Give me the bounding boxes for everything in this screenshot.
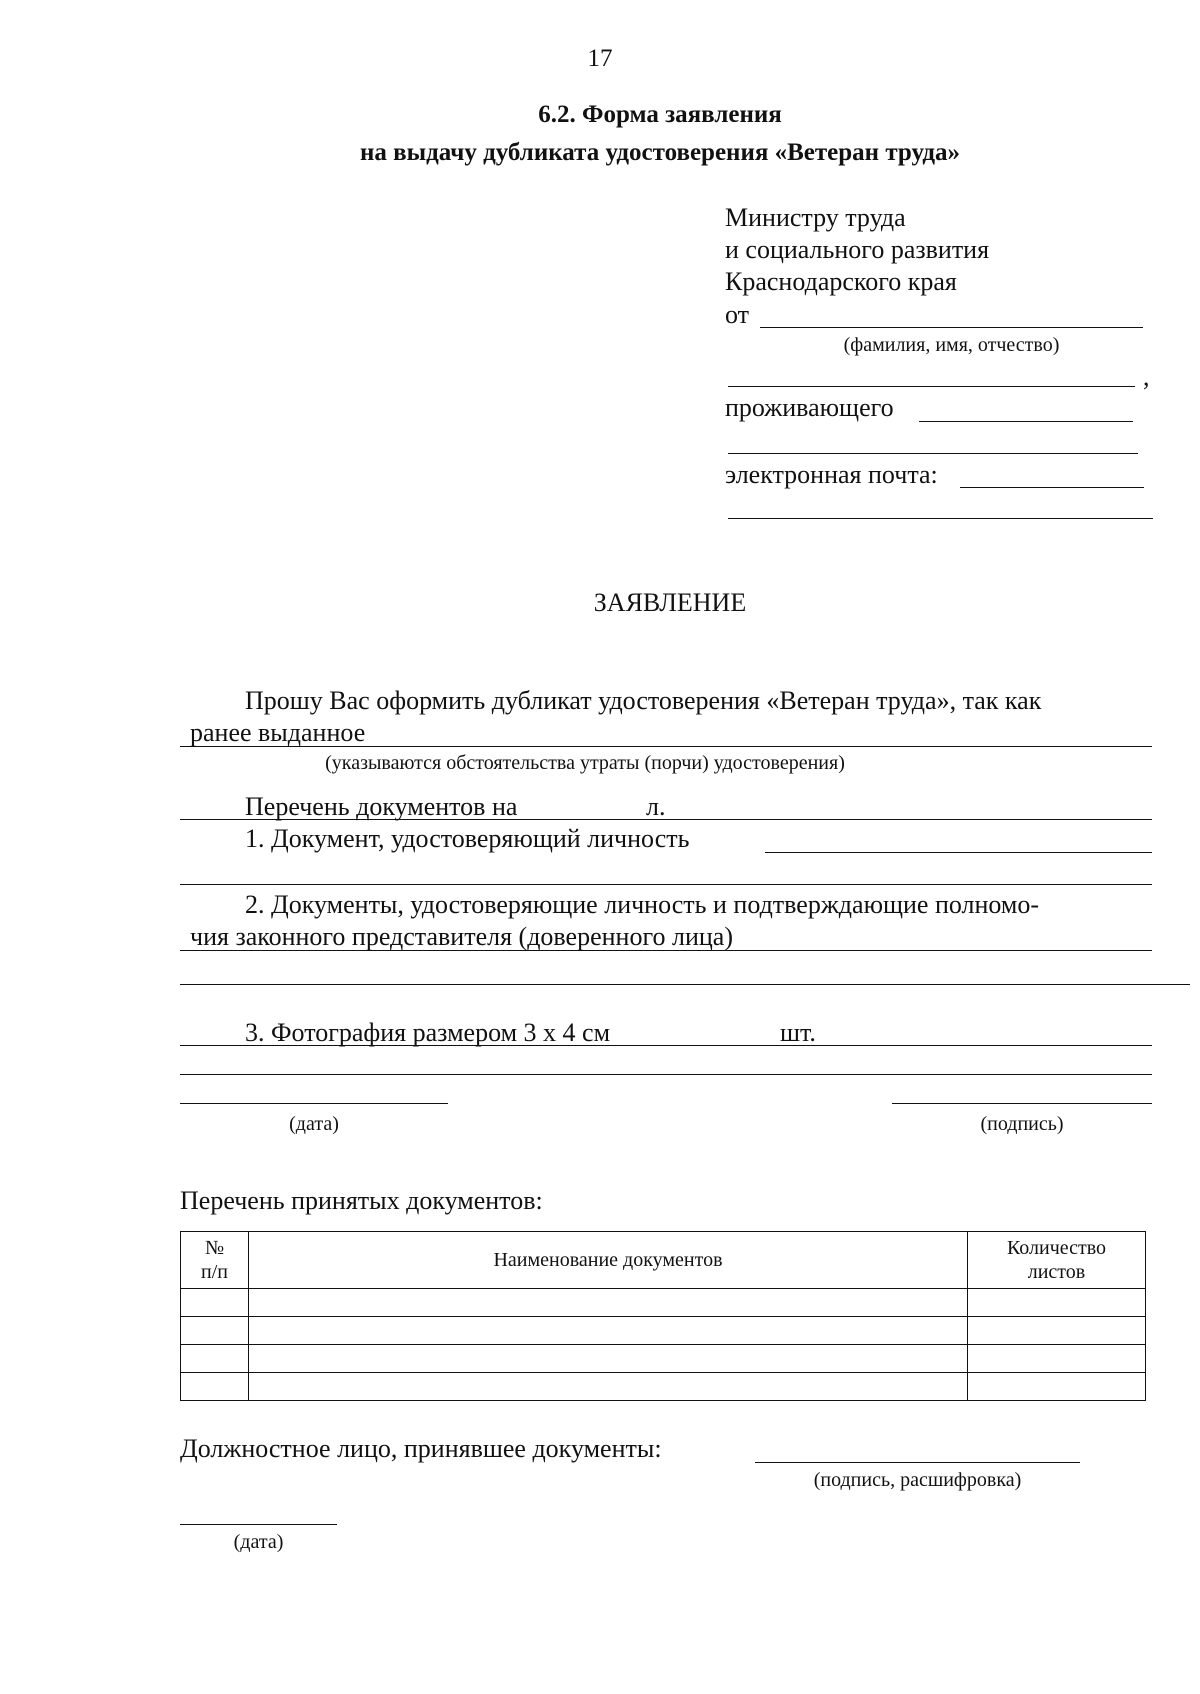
statement-heading: ЗАЯВЛЕНИЕ xyxy=(593,588,747,617)
table-cell[interactable] xyxy=(249,1289,968,1317)
item1-field[interactable] xyxy=(765,852,1152,853)
request-line1: Прошу Вас оформить дубликат удостоверения «Ветеран труда», так как xyxy=(245,686,1042,715)
from-label: от xyxy=(725,300,750,329)
doc-list-line xyxy=(180,819,1152,820)
table-cell[interactable] xyxy=(968,1317,1146,1345)
form-title-line2: на выдачу дубликата удостоверения «Ветеран труда» xyxy=(359,139,961,166)
official-date-field[interactable] xyxy=(180,1524,337,1525)
table-header-row xyxy=(181,1232,1146,1289)
table-cell[interactable] xyxy=(249,1345,968,1373)
addressee-line1: Министру труда xyxy=(725,203,906,232)
form-title-line1: 6.2. Форма заявления xyxy=(538,101,782,128)
from-name-line2-field[interactable] xyxy=(728,386,1135,387)
email-field[interactable] xyxy=(960,487,1144,488)
doc-list-prefix: Перечень документов на xyxy=(245,792,518,821)
item3-line xyxy=(180,1045,1152,1046)
col-header-count: Количество листов xyxy=(968,1232,1146,1289)
item2-line1: 2. Документы, удостоверяющие личность и подтверждающие полномо- xyxy=(245,890,1040,919)
table-row xyxy=(181,1345,1146,1373)
address-line2-field[interactable] xyxy=(728,453,1138,454)
col-header-number: № п/п xyxy=(181,1232,249,1289)
item2-field[interactable] xyxy=(180,950,1152,951)
email-label: электронная почта: xyxy=(725,460,938,489)
table-cell[interactable] xyxy=(181,1373,249,1401)
item3-extra-field[interactable] xyxy=(180,1074,1152,1075)
item1-line2-field[interactable] xyxy=(180,884,1152,885)
official-signature-field[interactable] xyxy=(755,1462,1080,1463)
item2-line2-field[interactable] xyxy=(180,984,1190,985)
addressee-line3: Краснодарского края xyxy=(725,267,957,296)
table-cell[interactable] xyxy=(968,1289,1146,1317)
table-cell[interactable] xyxy=(249,1317,968,1345)
official-signature-caption: (подпись, расшифровка) xyxy=(813,1469,1022,1491)
table-row xyxy=(181,1317,1146,1345)
table-row xyxy=(181,1289,1146,1317)
residing-label: проживающего xyxy=(725,393,894,422)
date-caption: (дата) xyxy=(289,1113,339,1135)
from-name-caption: (фамилия, имя, отчество) xyxy=(843,334,1060,356)
signature-caption: (подпись) xyxy=(980,1113,1064,1135)
item2-line2: чия законного представителя (доверенного лица) xyxy=(190,922,733,951)
signature-field[interactable] xyxy=(892,1103,1152,1104)
date-field[interactable] xyxy=(180,1103,448,1104)
table-cell[interactable] xyxy=(181,1345,249,1373)
accepted-docs-table xyxy=(180,1231,1146,1401)
official-label: Должностное лицо, принявшее документы: xyxy=(180,1434,662,1463)
item3-prefix: 3. Фотография размером 3 х 4 см xyxy=(245,1018,611,1047)
circumstances-caption: (указываются обстоятельства утраты (порчи) удостоверения) xyxy=(325,752,845,774)
addressee-line2: и социального развития xyxy=(725,235,990,264)
table-row xyxy=(181,1373,1146,1401)
accepted-docs-title: Перечень принятых документов: xyxy=(180,1186,543,1215)
table-cell[interactable] xyxy=(181,1289,249,1317)
request-line2: ранее выданное xyxy=(190,718,366,747)
official-date-caption: (дата) xyxy=(233,1531,284,1553)
table-cell[interactable] xyxy=(968,1373,1146,1401)
comma-mark: , xyxy=(1143,362,1150,391)
table-cell[interactable] xyxy=(968,1345,1146,1373)
email-line2-field[interactable] xyxy=(728,518,1153,519)
table-cell[interactable] xyxy=(181,1317,249,1345)
circumstances-field[interactable] xyxy=(180,746,1152,747)
item3-suffix: шт. xyxy=(780,1018,816,1047)
page-number: 17 xyxy=(587,45,613,72)
item1-text: 1. Документ, удостоверяющий личность xyxy=(245,824,690,853)
col-header-name: Наименование документов xyxy=(249,1232,968,1289)
address-field[interactable] xyxy=(919,421,1133,422)
from-name-field[interactable] xyxy=(760,327,1143,328)
table-cell[interactable] xyxy=(249,1373,968,1401)
doc-list-suffix: л. xyxy=(646,792,666,821)
